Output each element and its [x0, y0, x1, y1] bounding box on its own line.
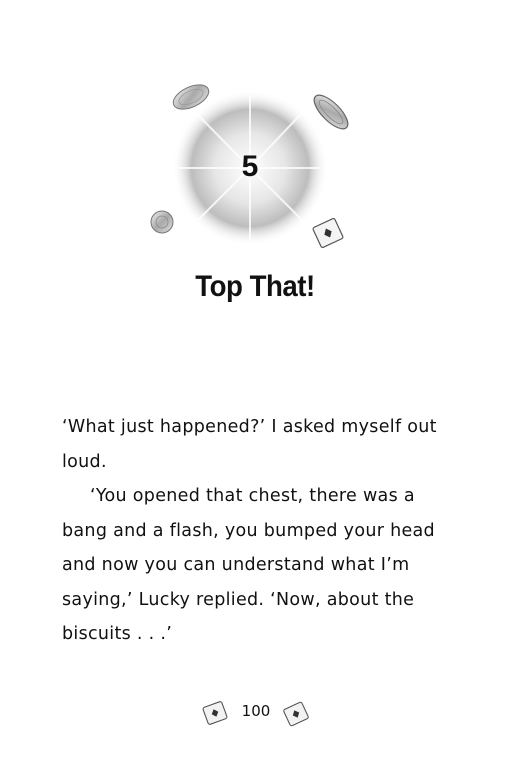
playing-card-icon [200, 700, 230, 726]
text-line: loud. [62, 451, 107, 472]
text-line: biscuits . . .’ [62, 624, 173, 644]
text-line: and now you can understand what I’m [62, 555, 410, 575]
text-line: ‘You opened that chest, there was a [90, 486, 415, 506]
chapter-number: 5 [241, 150, 259, 183]
text-line: saying,’ Lucky replied. ‘Now, about the [62, 589, 415, 610]
text-line: ‘What just happened?’ I asked myself out [62, 417, 437, 437]
playing-card-icon [312, 218, 343, 248]
page-footer [0, 698, 510, 728]
page-number: 100 [241, 702, 271, 720]
text-line: bang and a flash, you bumped your head [62, 520, 435, 541]
chapter-title: Top That! [195, 270, 315, 303]
body-text [62, 410, 462, 652]
playing-card-icon [280, 700, 312, 728]
coin-icon [151, 211, 173, 233]
